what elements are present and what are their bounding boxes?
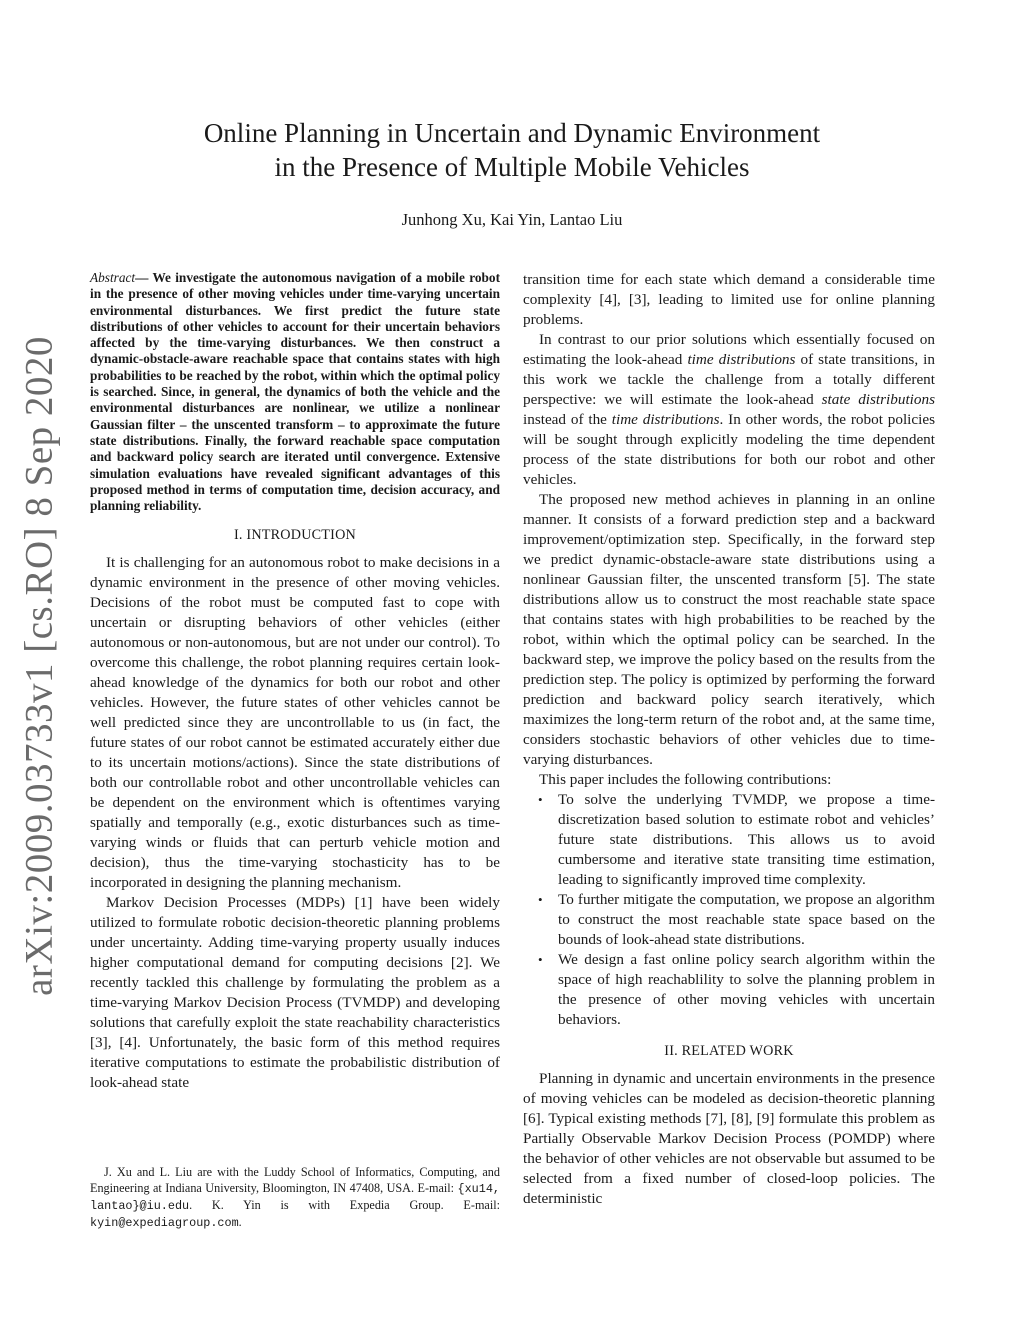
intro-paragraph-3: [523, 330, 935, 490]
footnote-text-2: . K. Yin is with Expedia Group. E-mail:: [189, 1198, 500, 1212]
paper-title: [160, 116, 864, 184]
para3-emphasis-2: state distributions: [821, 391, 936, 408]
footnote-text-1: J. Xu and L. Liu are with the Luddy School of Informatics, Computing, and Engineering at Indiana University, Bloomington, IN 47408, USA. E-mail:: [90, 1165, 500, 1195]
para3-emphasis-1: time distributions: [687, 351, 796, 368]
abstract-dash: —: [135, 270, 149, 285]
footnote-text-3: .: [238, 1215, 242, 1229]
affiliation-footnote: [90, 1164, 500, 1231]
arxiv-identifier-sidebar: [6, 336, 72, 996]
para3-emphasis-3: time distributions: [611, 411, 720, 428]
para3-text-b: of state transitions, in this work we tackle the challenge from a totally different perspective: we will estimate the look-ahead: [523, 351, 935, 408]
footnote-email-1: {xu14, lantao}@iu.edu: [90, 1182, 500, 1213]
left-column: [90, 270, 500, 1093]
para3-text-a: In contrast to our prior solutions which essentially focused on estimating the look-ahead: [523, 331, 935, 368]
intro-paragraph-2-continued: transition time for each state which demand a considerable time complexity [4], [3], leading to limited use for online planning problems.: [523, 271, 935, 328]
abstract-label: Abstract: [90, 270, 136, 285]
right-column: [523, 270, 935, 1209]
abstract-text: We investigate the autonomous navigation of a mobile robot in the presence of other moving vehicles under time-varying uncertain environmental disturbances. We first predict the future state distributions of other vehicles to account for their uncertain behaviors affected by the time-varying disturbances. We then construct a dynamic-obstacle-aware reachable space that contains states with high probabilities to be reached by the robot, within which the optimal policy is searched. Since, in general, the dynamics of both the vehicle and the environmental disturbances are nonlinear, we utilize a nonlinear Gaussian filter – the unscented transform – to approximate the future state distributions. Finally, the forward reachable space computation and backward policy search are iterated until convergence. Extensive simulation evaluations have revealed significant advantages of this proposed method in terms of computation time, decision accuracy, and planning reliability.: [90, 270, 500, 514]
intro-paragraph-5: This paper includes the following contributions:: [539, 771, 832, 788]
contribution-text: To further mitigate the computation, we propose an algorithm to construct the most reachable state space based on the bounds of look-ahead state distributions.: [558, 891, 935, 948]
footnote-email-2: kyin@expediagroup.com: [90, 1216, 239, 1230]
para3-text-c: instead of the: [523, 411, 612, 428]
section-heading-related-work: II. RELATED WORK: [664, 1043, 794, 1059]
bullet-icon: •: [538, 952, 543, 967]
contribution-item: [523, 950, 935, 1030]
arxiv-identifier: arXiv:2009.03733v1 [cs.RO] 8 Sep 2020: [17, 336, 61, 996]
bullet-icon: •: [538, 892, 543, 907]
related-work-paragraph-1: Planning in dynamic and uncertain environments in the presence of moving vehicles can be modeled as decision-theoretic planning [6]. Typical existing methods [7], [8], [9] formulate this problem as Partially Observable Markov Decision Process (POMDP) where the behavior of other vehicles are not observable but assumed to be selected from a fixed number of closed-loop policies. The deterministic: [523, 1070, 935, 1207]
intro-paragraph-4: The proposed new method achieves in planning in an online manner. It consists of a forward prediction step and a backward improvement/optimization step. Specifically, in the forward step we predict dynamic-obstacle-aware state distributions using a nonlinear Gaussian filter, the unscented transform [5]. The state distributions allow us to construct the most reachable state space that contains states with high probabilities to be reached by the robot, within which the optimal policy can be searched. In the backward step, we improve the policy based on the results from the prediction step. The policy is optimized by performing the forward prediction and backward policy search iteratively, which maximizes the long-term return of the robot and, at the same time, considers stochastic behaviors of other vehicles due to time-varying disturbances.: [523, 491, 935, 768]
bullet-icon: •: [538, 792, 543, 807]
author-list: Junhong Xu, Kai Yin, Lantao Liu: [401, 210, 623, 229]
contribution-item: [523, 890, 935, 950]
intro-paragraph-2: Markov Decision Processes (MDPs) [1] have been widely utilized to formulate robotic decision-theoretic planning problems under uncertainty. Adding time-varying property usually induces higher computational demand for computing decisions [2]. We recently tackled this challenge by formulating the problem as a time-varying Markov Decision Process (TVMDP) and developing solutions that carefully exploit the state reachability characteristics [3], [4]. Unfortunately, the basic form of this method requires iterative computations to estimate the probabilistic distribution of look-ahead state: [90, 894, 500, 1092]
title-line-1: Online Planning in Uncertain and Dynamic Environment: [203, 118, 821, 148]
title-line-2: in the Presence of Multiple Mobile Vehicles: [274, 152, 750, 182]
para3-text-d: . In other words, the robot policies will be sought through explicitly modeling the time dependent process of the state distributions for both our robot and other vehicles.: [523, 411, 935, 488]
contribution-text: To solve the underlying TVMDP, we propose a time-discretization based solution to estimate robot and vehicles’ future state distributions. This allows us to avoid cumbersome and iterative state transiting time estimation, leading to significantly improved time complexity.: [558, 791, 935, 888]
contribution-list: [523, 790, 935, 1030]
contribution-item: [523, 790, 935, 890]
section-heading-introduction: I. INTRODUCTION: [233, 527, 356, 544]
contribution-text: We design a fast online policy search algorithm within the space of high reachablility to solve the planning problem in the presence of other moving vehicles with uncertain behaviors.: [558, 951, 935, 1028]
intro-paragraph-1: It is challenging for an autonomous robot to make decisions in a dynamic environment in the presence of other moving vehicles. Decisions of the robot must be computed fast to cope with uncertain or disrupting behaviors of other vehicles (either autonomous or non-autonomous, but are not under our control). To overcome this challenge, the robot planning requires certain look-ahead knowledge of the dynamics for both our robot and other vehicles. However, the future states of other vehicles cannot be well predicted since they are uncontrollable to us (in fact, the future states of our robot cannot be estimated accurately either due to its uncertain motions/actions). Since the state distributions of both our controllable robot and other uncontrollable vehicles can be dependent on the environment which is oftentimes varying spatially and temporally (e.g., exotic disturbances such as time-varying winds or fluids that can perturb vehicle motion and decision), thus the time-varying stochasticity has to be incorporated in designing the planning mechanism.: [90, 554, 500, 892]
abstract: [90, 270, 500, 514]
